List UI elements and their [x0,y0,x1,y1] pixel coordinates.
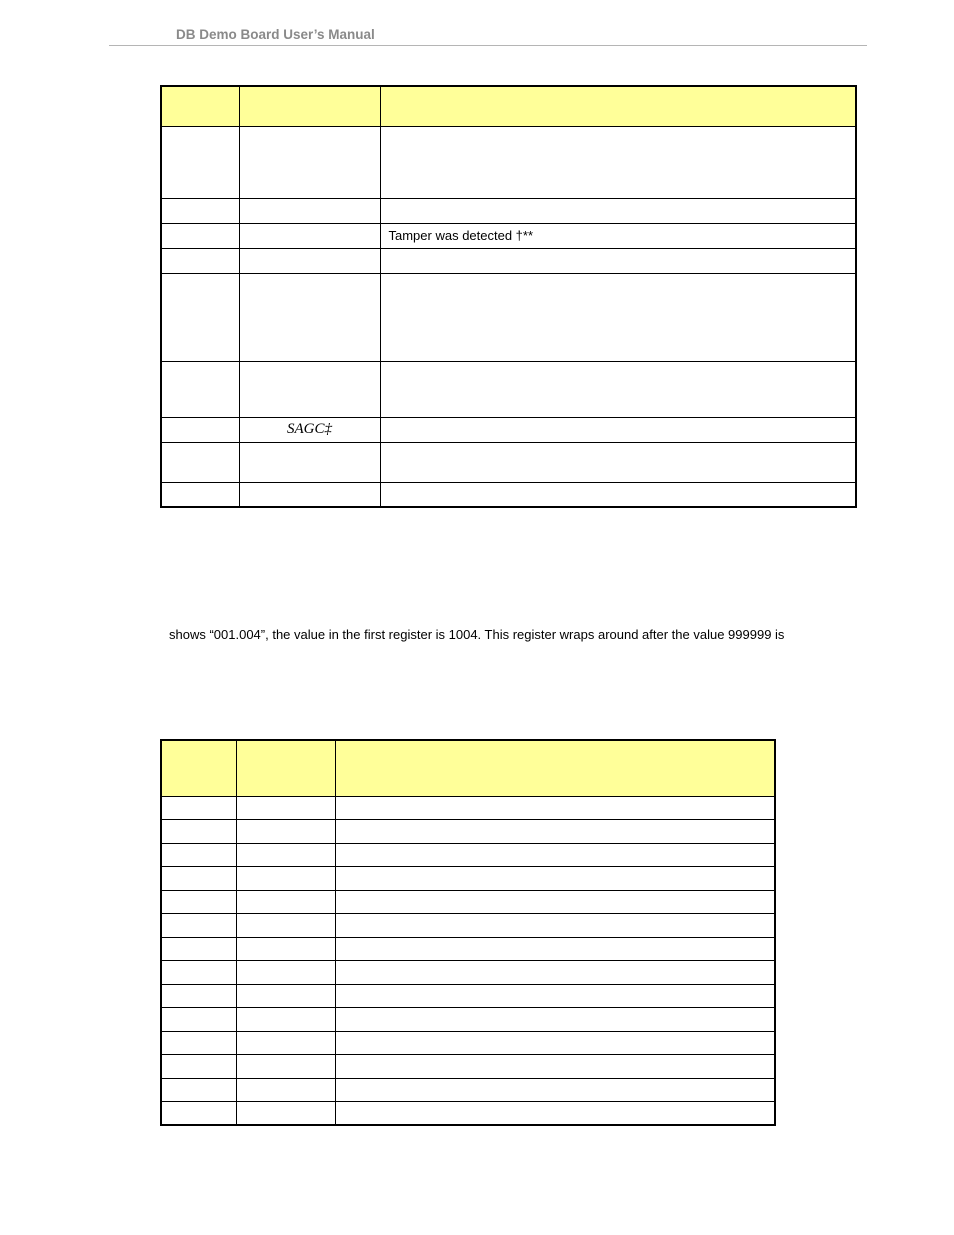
table-cell [380,417,856,442]
table-row [161,223,856,248]
table1-header-cell [380,86,856,126]
sagc-label-cell: SAGC‡ [239,417,380,442]
table-cell [236,820,335,844]
table-row [161,1031,775,1055]
table-cell [236,1078,335,1102]
table-row [161,482,856,507]
table-cell [161,442,239,482]
table-cell [380,248,856,273]
table-cell [380,482,856,507]
table1-header-row [161,86,856,126]
table-cell [380,126,856,198]
tamper-description-cell: Tamper was detected †** [380,223,856,248]
table-cell [161,914,236,938]
table-cell [236,843,335,867]
table-cell [239,273,380,361]
table-cell [335,1008,775,1032]
table-cell [161,361,239,417]
table-row [161,1102,775,1126]
table-row [161,126,856,198]
table-row [161,890,775,914]
table-row [161,1055,775,1079]
table-cell [161,417,239,442]
table-cell [161,937,236,961]
table-cell [335,890,775,914]
table-row [161,984,775,1008]
table-cell [239,248,380,273]
table-cell [236,1031,335,1055]
table-cell [161,248,239,273]
table2-header-cell [335,740,775,796]
table-cell [335,961,775,985]
table-cell [236,937,335,961]
table-cell [161,867,236,891]
table-cell [239,198,380,223]
table-cell [161,843,236,867]
table2-header-row [161,740,775,796]
register-table-1 [160,85,857,508]
table-cell [335,937,775,961]
table2-header-cell [161,740,236,796]
table-row [161,417,856,442]
table-cell [335,820,775,844]
table-cell [236,961,335,985]
table-cell [161,1008,236,1032]
table-cell [335,914,775,938]
table-cell [161,984,236,1008]
table-cell [161,126,239,198]
table-cell [239,126,380,198]
table-cell [335,984,775,1008]
table-cell [161,198,239,223]
table-cell [161,1031,236,1055]
table-row [161,248,856,273]
page-header-title: DB Demo Board User’s Manual [176,27,375,42]
table-cell [236,1102,335,1126]
table-cell [335,867,775,891]
table-cell [335,843,775,867]
table-cell [335,1031,775,1055]
table-row [161,867,775,891]
header-divider [109,45,867,46]
table-cell [161,1102,236,1126]
table-cell [335,1102,775,1126]
table-cell [380,442,856,482]
table-cell [236,914,335,938]
table-cell [239,223,380,248]
table-cell [335,1078,775,1102]
table-row [161,796,775,820]
table-cell [335,796,775,820]
table-cell [236,1008,335,1032]
table-cell [239,482,380,507]
table-cell [335,1055,775,1079]
table-cell [161,796,236,820]
table-row [161,1078,775,1102]
table-cell [161,1055,236,1079]
table-cell [161,273,239,361]
table1-header-cell [239,86,380,126]
table1-header-cell [161,86,239,126]
table-row [161,843,775,867]
body-paragraph-line: shows “001.004”, the value in the first register is 1004. This register wraps around after the value 999999 is [169,627,785,642]
table-row [161,961,775,985]
table-cell [161,223,239,248]
table-cell [161,890,236,914]
table-row [161,1008,775,1032]
table-cell [236,1055,335,1079]
table-row [161,914,775,938]
table-cell [161,820,236,844]
table-row [161,198,856,223]
table-cell [236,984,335,1008]
table-cell [380,361,856,417]
table-cell [236,796,335,820]
table-row [161,361,856,417]
table-row [161,442,856,482]
table2-header-cell [236,740,335,796]
register-table-2 [160,739,776,1126]
table-cell [380,273,856,361]
table-cell [380,198,856,223]
table-cell [161,1078,236,1102]
table-row [161,820,775,844]
table-cell [236,867,335,891]
table-row [161,273,856,361]
table-cell [239,442,380,482]
table-cell [236,890,335,914]
table-row [161,937,775,961]
table-cell [239,361,380,417]
table-cell [161,961,236,985]
table-cell [161,482,239,507]
